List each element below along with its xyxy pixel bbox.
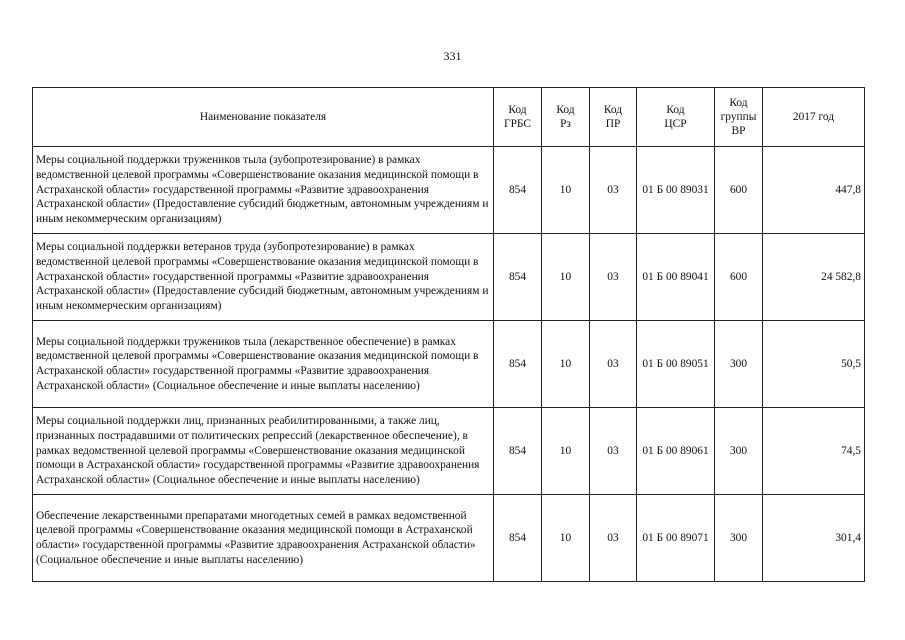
row-rz: 10: [542, 321, 590, 408]
row-amount: 24 582,8: [763, 234, 865, 321]
table-row: [33, 495, 865, 582]
row-pr: 03: [590, 408, 637, 495]
row-pr: 03: [590, 495, 637, 582]
row-name: Меры социальной поддержки лиц, признанных реабилитированными, а также лиц, признанных пострадавшими от политических репрессий (лекарственное обеспечение), в рамках ведомственной целевой программы «Совершенствование оказания медицинской помощи в Астраханской области» государственной программы «Развитие здравоохранения Астраханской области» (Социальное обеспечение и иные выплаты населению): [33, 408, 494, 495]
table-row: [33, 147, 865, 234]
header-pr: [590, 88, 637, 147]
row-vr: 300: [715, 321, 763, 408]
row-pr: 03: [590, 234, 637, 321]
table-row: [33, 408, 865, 495]
row-rz: 10: [542, 495, 590, 582]
header-vr-line1: Код: [729, 97, 748, 109]
row-grbs: 854: [494, 408, 542, 495]
row-pr: 03: [590, 147, 637, 234]
header-csr: [637, 88, 715, 147]
row-pr: 03: [590, 321, 637, 408]
row-amount: 447,8: [763, 147, 865, 234]
row-amount: 50,5: [763, 321, 865, 408]
row-vr: 600: [715, 234, 763, 321]
header-rz-line1: Код: [556, 104, 575, 116]
row-name: Обеспечение лекарственными препаратами многодетных семей в рамках ведомственной целевой программы «Совершенствование оказания медицинской помощи в Астраханской области» государственной программы «Развитие здравоохранения Астраханской области» (Социальное обеспечение и иные выплаты населению): [33, 495, 494, 582]
header-row: [33, 88, 865, 147]
row-name: Меры социальной поддержки ветеранов труда (зубопротезирование) в рамках ведомственной целевой программы «Совершенствование оказания медицинской помощи в Астраханской области» государственной программы «Развитие здравоохранения Астраханской области» (Предоставление субсидий бюджетным, автономным учреждениям и иным некоммерческим организациям): [33, 234, 494, 321]
page-number: 331: [443, 49, 462, 63]
row-name: Меры социальной поддержки тружеников тыла (лекарственное обеспечение) в рамках ведомственной целевой программы «Совершенствование оказания медицинской помощи в Астраханской области» государственной программы «Развитие здравоохранения Астраханской области» (Социальное обеспечение и иные выплаты населению): [33, 321, 494, 408]
header-pr-line2: ПР: [605, 118, 621, 130]
row-csr: 01 Б 00 89061: [637, 408, 715, 495]
row-rz: 10: [542, 234, 590, 321]
header-rz: [542, 88, 590, 147]
row-rz: 10: [542, 147, 590, 234]
header-pr-line1: Код: [603, 104, 623, 116]
row-amount: 301,4: [763, 495, 865, 582]
budget-table: [32, 87, 865, 582]
header-csr-line1: Код: [666, 104, 685, 116]
header-grbs: [494, 88, 542, 147]
header-vr-line2: группы: [720, 111, 757, 123]
row-name: Меры социальной поддержки тружеников тыла (зубопротезирование) в рамках ведомственной целевой программы «Совершенствование оказания медицинской помощи в Астраханской области» государственной программы «Развитие здравоохранения Астраханской области» (Предоставление субсидий бюджетным, автономным учреждениям и иным некоммерческим организациям): [33, 147, 494, 234]
header-csr-line2: ЦСР: [664, 118, 687, 130]
row-grbs: 854: [494, 147, 542, 234]
header-name: Наименование показателя: [33, 88, 494, 147]
row-csr: 01 Б 00 89071: [637, 495, 715, 582]
row-vr: 300: [715, 495, 763, 582]
row-amount: 74,5: [763, 408, 865, 495]
header-grbs-line1: Код: [508, 104, 527, 116]
row-csr: 01 Б 00 89031: [637, 147, 715, 234]
row-csr: 01 Б 00 89051: [637, 321, 715, 408]
table-row: [33, 234, 865, 321]
row-vr: 600: [715, 147, 763, 234]
row-rz: 10: [542, 408, 590, 495]
header-rz-line2: Рз: [560, 118, 571, 130]
table-row: [33, 321, 865, 408]
row-grbs: 854: [494, 321, 542, 408]
header-vr: [715, 88, 763, 147]
row-vr: 300: [715, 408, 763, 495]
row-grbs: 854: [494, 234, 542, 321]
header-year: 2017 год: [763, 88, 865, 147]
row-csr: 01 Б 00 89041: [637, 234, 715, 321]
header-vr-line3: ВР: [731, 125, 746, 137]
header-grbs-line2: ГРБС: [504, 118, 531, 130]
row-grbs: 854: [494, 495, 542, 582]
